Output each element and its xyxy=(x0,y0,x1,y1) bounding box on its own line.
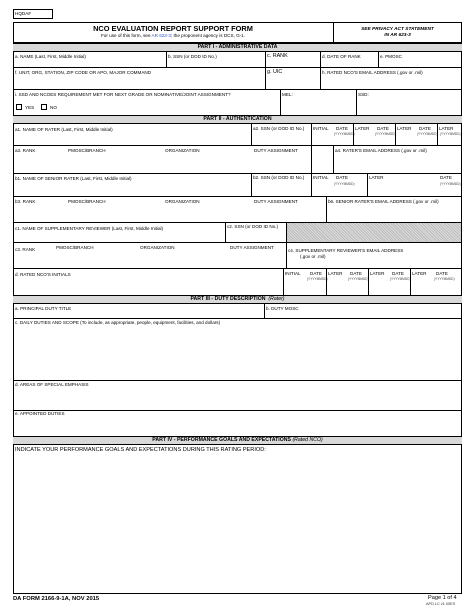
p2-rater-duty-label: DUTY ASSIGNMENT xyxy=(254,148,298,153)
p1-date-of-rank-label: d. DATE OF RANK xyxy=(322,54,361,59)
privacy-act-line1: SEE PRIVACY ACT STATEMENT xyxy=(361,27,434,32)
part4-heading: PART IV - PERFORMANCE GOALS AND EXPECTATIONS (Rated NCO) xyxy=(13,436,462,445)
p1-yes-checkbox[interactable] xyxy=(16,104,22,110)
part1-heading: PART I - ADMINISTRATIVE DATA xyxy=(13,43,462,52)
p2-rater-initial-label: INITIAL xyxy=(313,126,329,131)
apd-version: APD LC v1.00ES xyxy=(426,602,456,606)
p2-initials-input[interactable] xyxy=(14,280,282,294)
p2-rater-email-input[interactable] xyxy=(334,154,461,172)
p2-sup-info-input[interactable] xyxy=(14,252,285,267)
p2-sr-name-input[interactable] xyxy=(14,183,250,195)
p1-name-input[interactable] xyxy=(14,59,165,66)
page-number: Page 1 of 4 xyxy=(428,595,457,601)
p3-special-emphasis-input[interactable] xyxy=(14,389,461,410)
p1-pmosc-label: e. PMOSC xyxy=(380,54,402,59)
p2-sup-email-label: c4. SUPPLEMENTARY REVIEWER'S EMAIL ADDRESS xyxy=(288,248,404,253)
p2-rater-org-label: ORGANIZATION xyxy=(165,148,200,153)
p4-goals-input[interactable] xyxy=(14,455,461,593)
p1-email-input[interactable] xyxy=(321,76,461,88)
p2-rater-name-input[interactable] xyxy=(14,133,250,144)
p2-rater-date-label: DATE xyxy=(336,126,348,131)
p2-rater-email-label: a4. RATER'S EMAIL ADDRESS (.gov or .mil) xyxy=(335,148,427,153)
p1-unit-label: f. UNIT, ORG, STATION, ZIP CODE OR APO, MAJOR COMMAND xyxy=(15,70,152,75)
p2-initials-label: d. RATED NCO'S INITIALS xyxy=(15,272,71,277)
p3-daily-duties-label: c. DAILY DUTIES AND SCOPE (To include, as appropriate, people, equipment, facilities, and dollars) xyxy=(15,320,221,325)
p3-special-emphasis-label: d. AREAS OF SPECIAL EMPHASIS xyxy=(15,382,89,387)
p2-sup-name-label: c1. NAME OF SUPPLEMENTARY REVIEWER (Last, First, Middle Initial) xyxy=(15,226,164,231)
p1-ssd-ncoes-label: i. SSD AND NCOES REQUIREMENT MET FOR NEXT GRADE OR NOMINATIVE/JOINT ASSIGNMENT? xyxy=(15,92,231,97)
p2-rater-rank-label: a3. RANK xyxy=(15,148,36,153)
p2-rater-info-input[interactable] xyxy=(14,154,310,172)
p3-appointed-duties-input[interactable] xyxy=(14,418,461,436)
p1-name-label: a. NAME (Last, First, Middle Initial) xyxy=(15,54,86,59)
p1-pmosc-input[interactable] xyxy=(379,59,461,66)
p3-duty-title-label: a. PRINCIPAL DUTY TITLE xyxy=(15,306,72,311)
p2-rater-name-label: a1. NAME OF RATER (Last, First, Middle Initial) xyxy=(15,127,113,132)
privacy-act-line2: IN AR 623-3 xyxy=(384,33,411,38)
p1-uic-input[interactable] xyxy=(266,76,319,88)
part3-heading: PART III - DUTY DESCRIPTION (Rater) xyxy=(13,295,462,304)
p1-no-label: NO xyxy=(50,105,57,110)
p2-sup-shaded-area xyxy=(287,223,461,242)
p2-sr-ssn-input[interactable] xyxy=(252,183,310,195)
p2-rater-later1-label: LATER xyxy=(355,126,370,131)
p2-sr-name-label: b1. NAME OF SENIOR RATER (Last, First, Middle Initial) xyxy=(15,176,132,181)
p1-ssd-input[interactable] xyxy=(357,98,461,114)
p2-sup-ssn-label: c2. SSN (or DOD ID No.) xyxy=(227,224,279,229)
p2-sup-email-input[interactable] xyxy=(287,259,461,267)
p1-no-checkbox[interactable] xyxy=(41,104,47,110)
form-number: DA FORM 2166-9-1A, NOV 2015 xyxy=(13,596,100,602)
p1-ssn-input[interactable] xyxy=(167,59,264,66)
p2-sup-name-input[interactable] xyxy=(14,232,224,241)
p1-email-label: h. RATED NCO'S EMAIL ADDRESS (.gov or .mil) xyxy=(322,70,423,75)
p2-rater-ssn-input[interactable] xyxy=(252,133,310,144)
p1-uic-label: g. UIC xyxy=(267,69,283,75)
ar-623-3-link[interactable]: AR 623-3 xyxy=(151,33,171,38)
p2-sr-rank-label: b3. RANK xyxy=(15,199,36,204)
p1-mel-label: MEL: xyxy=(282,92,293,97)
p3-daily-duties-input[interactable] xyxy=(14,327,461,380)
p2-rater-later2-label: LATER xyxy=(397,126,412,131)
p2-sup-rank-label: c3. RANK xyxy=(15,247,36,252)
form-title: NCO EVALUATION REPORT SUPPORT FORM xyxy=(93,24,253,33)
p1-mel-input[interactable] xyxy=(281,98,355,114)
part2-heading: PART II - AUTHENTICATION xyxy=(13,115,462,124)
p2-rater-ssn-label: a2. SSN (or DOD ID No.) xyxy=(253,126,305,131)
p1-ssd-label: SSD: xyxy=(358,92,369,97)
hqda-label: HQDA# xyxy=(15,11,31,16)
p1-rank-label: c. RANK xyxy=(267,53,288,59)
p2-sr-email-input[interactable] xyxy=(327,210,461,221)
p3-duty-title-input[interactable] xyxy=(14,311,263,317)
p2-sup-ssn-input[interactable] xyxy=(226,232,285,241)
p2-rater-later3-label: LATER xyxy=(439,126,454,131)
p3-appointed-duties-label: e. APPOINTED DUTIES xyxy=(15,411,65,416)
p1-ssn-label: b. SSN (or DOD ID No.) xyxy=(168,54,217,59)
p1-unit-input[interactable] xyxy=(14,76,264,88)
p2-sr-email-label: b6. SENIOR RATER'S EMAIL ADDRESS (.gov or .mil) xyxy=(328,199,439,204)
p2-sr-info-input[interactable] xyxy=(14,205,325,221)
p1-rank-input[interactable] xyxy=(266,59,319,66)
form-subtitle: For use of this form, see AR 623-3; the proponent agency is DCS, G-1. xyxy=(100,33,246,38)
p1-yes-label: YES xyxy=(25,105,35,110)
p2-rater-pmosc-label: PMOSC/BRANCH xyxy=(68,148,106,153)
p3-duty-mosc-label: b. DUTY MOSC xyxy=(266,306,299,311)
p3-duty-mosc-input[interactable] xyxy=(265,311,461,317)
p4-instruction: INDICATE YOUR PERFORMANCE GOALS AND EXPECTATIONS DURING THIS RATING PERIOD: xyxy=(15,447,266,453)
p2-sr-ssn-label: b2. SSN (or DOD ID No.) xyxy=(253,175,305,180)
p1-date-of-rank-input[interactable] xyxy=(321,59,377,66)
